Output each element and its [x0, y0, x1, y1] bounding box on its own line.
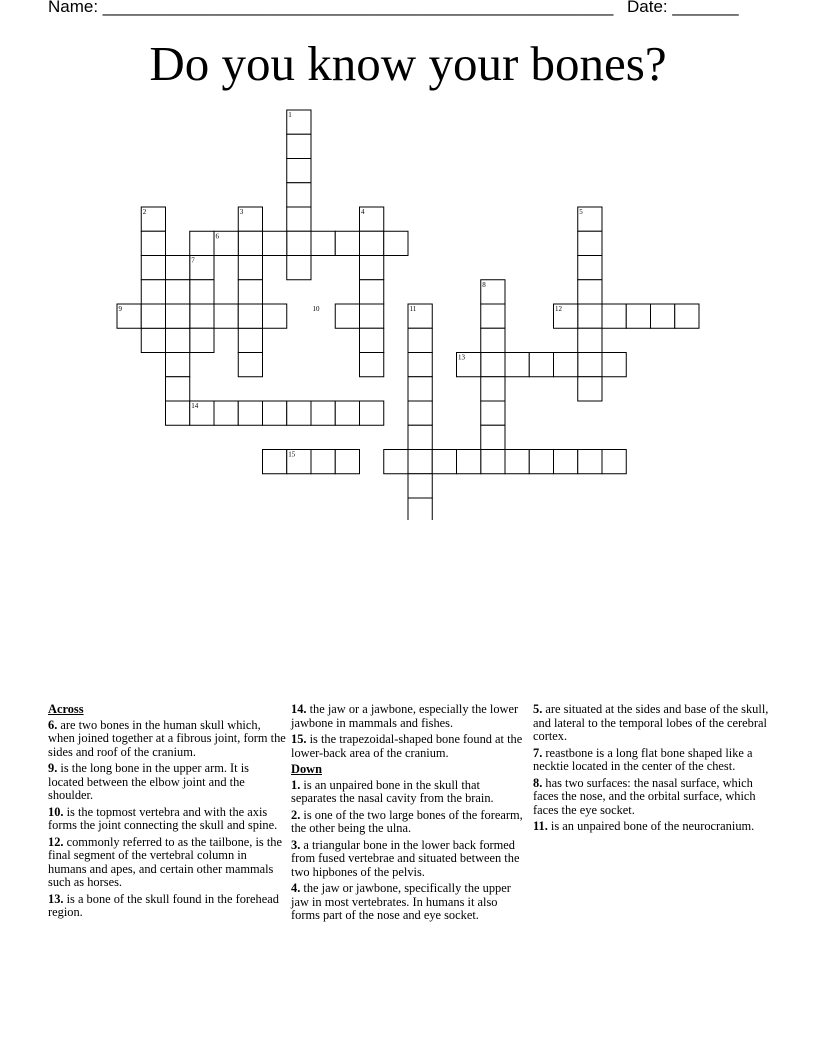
grid-cell[interactable]	[384, 231, 408, 255]
grid-cell[interactable]	[190, 304, 214, 328]
grid-cell[interactable]	[335, 231, 359, 255]
grid-cell[interactable]	[311, 450, 335, 474]
grid-cell[interactable]	[578, 256, 602, 280]
grid-cell[interactable]	[481, 304, 505, 328]
grid-cell[interactable]	[408, 328, 432, 352]
crossword-grid	[0, 0, 816, 520]
grid-cell[interactable]	[263, 304, 287, 328]
grid-cell[interactable]	[578, 328, 602, 352]
grid-cell[interactable]	[263, 401, 287, 425]
grid-cell[interactable]	[238, 353, 262, 377]
grid-cell[interactable]	[360, 353, 384, 377]
clue-down-2: 2. is one of the two large bones of the forearm, the other being the ulna.	[291, 807, 523, 835]
grid-cell[interactable]	[360, 231, 384, 255]
grid-cell[interactable]	[287, 134, 311, 158]
grid-cell[interactable]	[287, 256, 311, 280]
across-heading: Across	[48, 702, 84, 716]
grid-cell[interactable]	[578, 377, 602, 401]
grid-cell[interactable]	[578, 304, 602, 328]
grid-cell[interactable]	[554, 353, 578, 377]
grid-cell[interactable]	[166, 256, 190, 280]
page-title: Do you know your bones?	[149, 36, 667, 91]
grid-cell[interactable]	[408, 450, 432, 474]
grid-cell[interactable]	[408, 401, 432, 425]
clue-number-label: 2	[142, 208, 147, 216]
grid-cell[interactable]	[578, 450, 602, 474]
clue-number-label: 7	[191, 256, 195, 265]
clue-number-label: 1	[288, 111, 292, 119]
grid-cell[interactable]	[602, 304, 626, 328]
grid-cell[interactable]	[263, 231, 287, 255]
grid-cell[interactable]	[166, 304, 190, 328]
name-field[interactable]: Name: ______________________________________________________	[48, 0, 614, 16]
clues-column-2	[291, 703, 527, 926]
grid-cell[interactable]	[141, 328, 165, 352]
grid-cell[interactable]	[141, 231, 165, 255]
grid-cell[interactable]	[311, 231, 335, 255]
clue-down-7: 7. reastbone is a long flat bone shaped like a necktie located in the center of the chest.	[533, 745, 753, 773]
clue-across-6: 6. are two bones in the human skull which, when joined together at a fibrous joint, form the sides and roof of the cranium.	[48, 717, 286, 759]
clue-number-label: 15	[288, 450, 296, 459]
grid-cell[interactable]	[238, 280, 262, 304]
clue-number-label: 13	[458, 353, 465, 362]
clue-down-11: 11. is an unpaired bone of the neurocranium.	[533, 819, 755, 833]
grid-cell[interactable]	[481, 353, 505, 377]
grid-cell[interactable]	[360, 328, 384, 352]
grid-cell[interactable]	[263, 450, 287, 474]
date-field[interactable]: Date: _______	[627, 0, 739, 16]
grid-cell[interactable]	[505, 450, 529, 474]
clue-number-label: 12	[555, 305, 562, 313]
grid-cell[interactable]	[360, 256, 384, 280]
clue-number-label: 14	[191, 402, 199, 410]
clue-across-14: 14. the jaw or a jawbone, especially the lower jawbone in mammals and fishes.	[291, 702, 519, 730]
grid-cell[interactable]	[457, 450, 481, 474]
grid-cell[interactable]	[335, 450, 359, 474]
grid-cell[interactable]	[214, 304, 238, 328]
grid-cell[interactable]	[408, 425, 432, 449]
grid-cell[interactable]	[287, 207, 311, 231]
clue-number-label: 8	[482, 280, 486, 289]
clue-number-label: 9	[118, 305, 122, 313]
grid-cell[interactable]	[141, 304, 165, 328]
clue-number-label: 6	[215, 232, 219, 241]
grid-cell[interactable]	[360, 304, 384, 328]
grid-cell[interactable]	[529, 353, 553, 377]
clue-number-label: 11	[409, 305, 417, 313]
grid-cell[interactable]	[287, 159, 311, 183]
grid-cell[interactable]	[238, 328, 262, 352]
clue-number-label: 3	[239, 208, 244, 216]
grid-cell[interactable]	[335, 401, 359, 425]
clue-down-4: 4. the jaw or jawbone, specifically the upper jaw in most vertebrates. In humans it also forms part of the nose and eye socket.	[291, 881, 511, 922]
grid-cell[interactable]	[408, 498, 432, 520]
clue-down-8: 8. has two surfaces: the nasal surface, which faces the nose, and the orbital surface, which faces the eye socket.	[533, 775, 756, 817]
grid-cell[interactable]	[408, 474, 432, 498]
grid-cell[interactable]	[287, 183, 311, 207]
clue-across-9: 9. is the long bone in the upper arm. It is located between the elbow joint and the shoulder.	[48, 761, 249, 802]
grid-cell[interactable]	[578, 353, 602, 377]
clue-number-label: 10	[312, 305, 320, 313]
grid-cell[interactable]	[602, 450, 626, 474]
grid-cell[interactable]	[141, 280, 165, 304]
grid-cell[interactable]	[287, 231, 311, 255]
grid-cell[interactable]	[166, 353, 190, 377]
down-heading: Down	[291, 762, 322, 776]
clue-across-10: 10. is the topmost vertebra and with the axis forms the joint connecting the skull and spine.	[48, 804, 278, 832]
clue-number-label: 4	[361, 208, 365, 216]
grid-cell[interactable]	[214, 401, 238, 425]
grid-cell[interactable]	[166, 401, 190, 425]
clues-column-1	[48, 703, 286, 923]
grid-cell[interactable]	[626, 304, 650, 328]
grid-cell[interactable]	[675, 304, 699, 328]
clue-down-1: 1. is an unpaired bone in the skull that separates the nasal cavity from the brain.	[291, 777, 494, 805]
grid-cell[interactable]	[287, 401, 311, 425]
clue-number-label: 5	[579, 208, 583, 216]
grid-cell[interactable]	[360, 401, 384, 425]
grid-cell[interactable]	[166, 280, 190, 304]
grid-cell[interactable]	[554, 450, 578, 474]
grid-cell[interactable]	[529, 450, 553, 474]
grid-cell[interactable]	[602, 353, 626, 377]
grid-cell[interactable]	[335, 304, 359, 328]
grid-cell[interactable]	[408, 377, 432, 401]
grid-cell[interactable]	[166, 328, 190, 352]
grid-cell[interactable]	[141, 256, 165, 280]
grid-cell[interactable]	[311, 401, 335, 425]
grid-cell[interactable]	[481, 425, 505, 449]
grid-cell[interactable]	[408, 353, 432, 377]
grid-cell[interactable]	[481, 401, 505, 425]
grid-cell[interactable]	[651, 304, 675, 328]
grid-cell[interactable]	[578, 280, 602, 304]
grid-cell[interactable]	[481, 450, 505, 474]
clues-column-3	[533, 703, 773, 837]
grid-cell[interactable]	[481, 377, 505, 401]
clue-down-3: 3. a triangular bone in the lower back formed from fused vertebrae and situated between the two hipbones of the pelvis.	[291, 837, 520, 879]
grid-cell[interactable]	[190, 328, 214, 352]
grid-cell[interactable]	[432, 450, 456, 474]
grid-cell[interactable]	[360, 280, 384, 304]
grid-cell[interactable]	[578, 231, 602, 255]
clue-across-13: 13. is a bone of the skull found in the forehead region.	[48, 891, 279, 919]
grid-cell[interactable]	[384, 450, 408, 474]
grid-cell[interactable]	[238, 304, 262, 328]
clue-across-12: 12. commonly referred to as the tailbone, is the final segment of the vertebral column in humans and apes, and certain other mammals such as horses.	[48, 834, 282, 889]
grid-cell[interactable]	[238, 401, 262, 425]
grid-cell[interactable]	[481, 328, 505, 352]
clue-across-15: 15. is the trapezoidal-shaped bone found at the lower-back area of the cranium.	[291, 732, 523, 760]
grid-cell[interactable]	[238, 231, 262, 255]
grid-cell[interactable]	[505, 353, 529, 377]
grid-cell[interactable]	[190, 231, 214, 255]
grid-cell[interactable]	[238, 256, 262, 280]
grid-cell[interactable]	[166, 377, 190, 401]
clue-down-5: 5. are situated at the sides and base of the skull, and lateral to the temporal lobes of the cerebral cortex.	[533, 702, 769, 743]
grid-cell[interactable]	[190, 280, 214, 304]
